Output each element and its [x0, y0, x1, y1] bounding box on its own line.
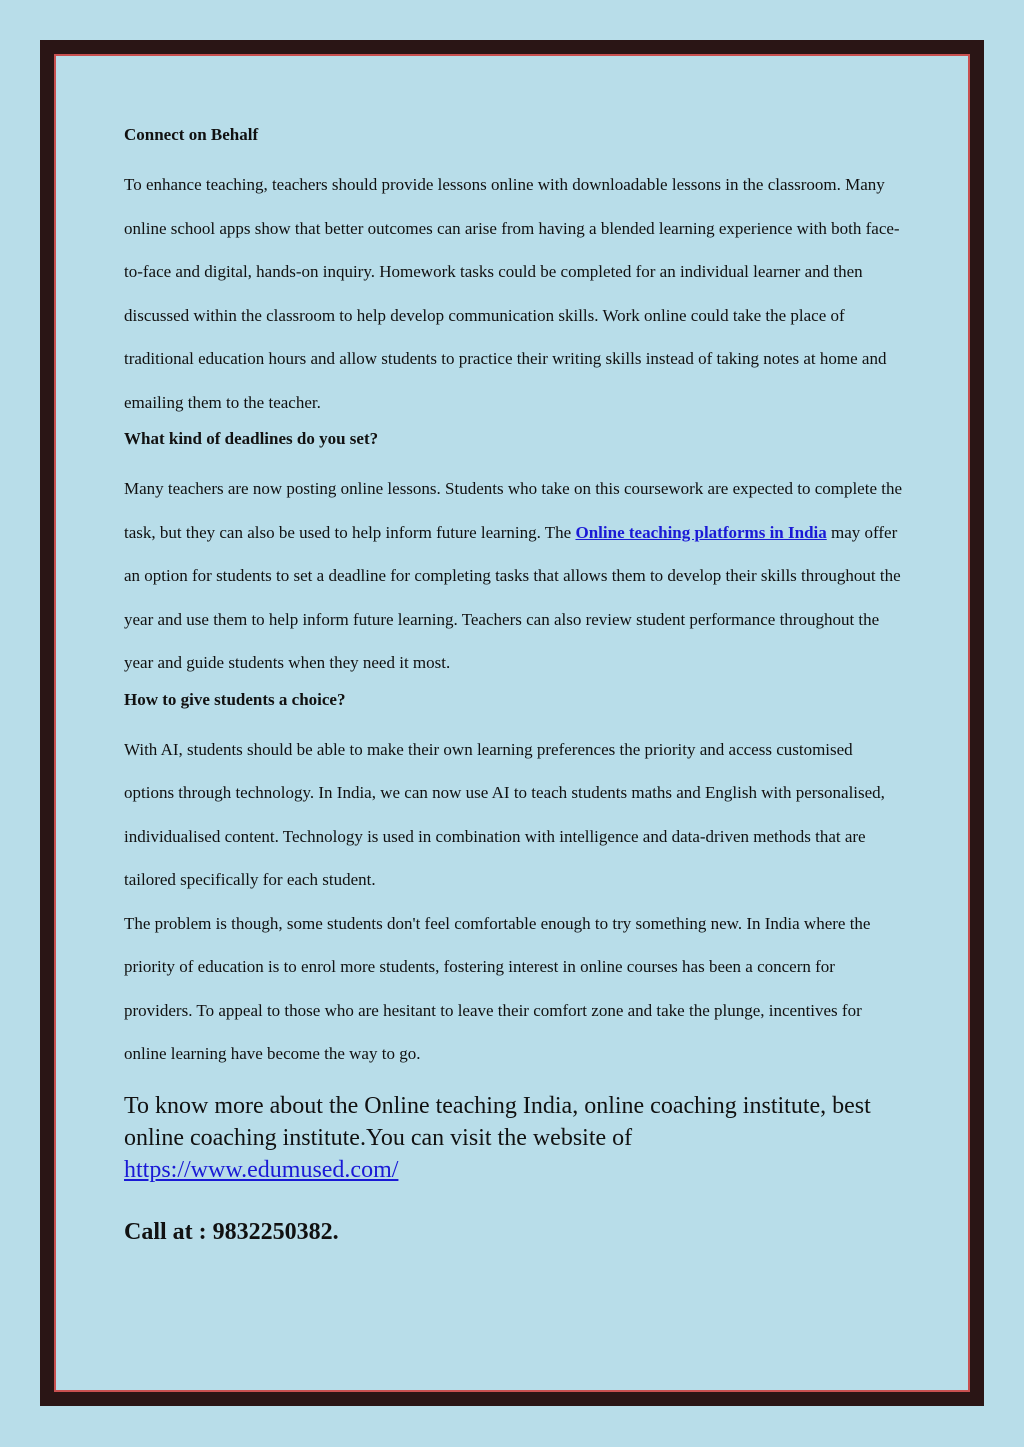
deadlines-text-before-link: Many teachers are now posting online lessons. Students who take on this coursework are expected to complete the task, but they can also be used to help inform future learning. The	[124, 479, 903, 542]
section-heading-choice: How to give students a choice?	[124, 689, 346, 709]
section-heading-deadlines: What kind of deadlines do you set?	[124, 429, 379, 448]
section-body-choice: With AI, students should be able to make their own learning preferences the priority and access customised options through technology. In India, we can now use AI to teach students maths and English with personalised, individualised content. Technology is used in combination with intelligence and data-driven methods that are tailored specifically for each student.	[124, 739, 885, 889]
section-body-deadlines	[124, 467, 904, 685]
call-number: Call at : 9832250382.	[124, 1218, 339, 1245]
website-link[interactable]: https://www.edumused.com/	[124, 1156, 399, 1183]
closing-text: To know more about the Online teaching India, online coaching institute, best online coaching institute.You can visit the website of	[124, 1092, 871, 1151]
closing-paragraph	[124, 1090, 904, 1186]
section-heading-connect: Connect on Behalf	[124, 125, 259, 144]
online-teaching-platforms-link[interactable]: Online teaching platforms in India	[575, 522, 827, 542]
section-body-choice-2: The problem is though, some students don't feel comfortable enough to try something new. In India where the priority of education is to enrol more students, fostering interest in online courses has been a concern for providers. To appeal to those who are hesitant to leave their comfort zone and take the plunge, incentives for online learning have become the way to go.	[124, 913, 871, 1063]
section-body-connect: To enhance teaching, teachers should provide lessons online with downloadable lessons in the classroom. Many online school apps show that better outcomes can arise from having a blended learning experience with both face-to-face and digital, hands-on inquiry. Homework tasks could be completed for an individual learner and then discussed within the classroom to help develop communication skills. Work online could take the place of traditional education hours and allow students to practice their writing skills instead of taking notes at home and emailing them to the teacher.	[124, 175, 900, 412]
deadlines-text-after-link: may offer an option for students to set a deadline for completing tasks that allows them to develop their skills throughout the year and use them to help inform future learning. Teachers can also review student performance throughout the year and guide students when they need it most.	[124, 522, 901, 672]
document-body	[124, 120, 904, 1248]
